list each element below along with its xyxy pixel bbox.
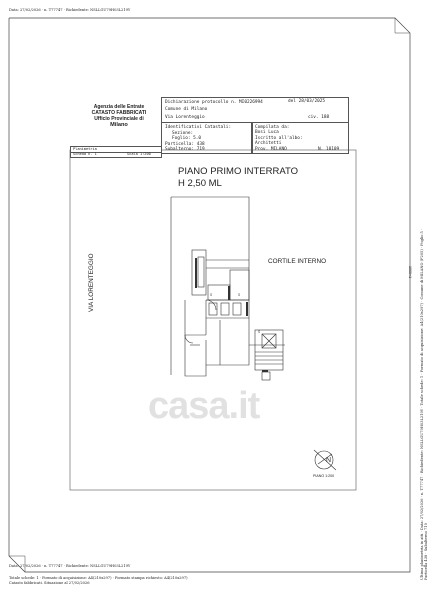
prov-label: Prov.: [255, 147, 269, 152]
right-vertical-text: Ultima planimetria in atti · Data: 27/02/2026 · n. T77747 · Richiedente: NSLLGU79H03L219Y · Totale schede: 1 · Formato di acquisizione: A4(210x297) · Comune di MILANO (F205) · Foglio 5 · Particella 438 · Subalterno 719: [420, 228, 428, 580]
compilata-title: Compilata da:: [255, 125, 290, 130]
compilata-name: Bosi Luca: [255, 130, 279, 135]
footer-line1: Data: 27/02/2026 · n. T77747 · Richiedente: NSLLGU79H03L219Y: [9, 564, 131, 568]
prov-value: MILANO: [270, 147, 287, 152]
prot-label: Dichiarazione protocollo n.: [165, 100, 237, 105]
identificativi-title: Identificativi Catastali:: [165, 125, 232, 130]
comune: Comune di Milano: [165, 107, 208, 112]
sezione: Sezione:: [172, 131, 194, 136]
particella: Particella: 438: [165, 142, 205, 147]
scheda-num: Scheda n. 1: [73, 152, 97, 156]
right-stamp: 1000×1: [408, 266, 412, 279]
svg-text:N: N: [326, 457, 332, 464]
floor-height: H 2,50 ML: [178, 178, 222, 189]
agency-line2: CATASTO FABBRICATI: [91, 110, 147, 116]
cortile-label: CORTILE INTERNO: [268, 258, 327, 265]
footer-line3: Catasto fabbricati. Situazione al 27/02/2026: [9, 581, 90, 585]
date-label: del: [288, 99, 296, 104]
watermark-casa-it: casa.it: [148, 385, 260, 427]
svg-text:S: S: [238, 293, 241, 297]
svg-text:S: S: [258, 330, 261, 334]
floor-title: PIANO PRIMO INTERRATO: [178, 166, 298, 177]
scala: Scala 1:200: [127, 152, 151, 156]
footer-line2: Totale schede: 1 · Formato di acquisizione: A4(210x297) · Formato stampa richiesto: A4(210x297): [9, 576, 188, 580]
svg-text:S: S: [210, 293, 213, 297]
via: Via Lorenteggio: [165, 115, 205, 120]
foglio: Foglio: 5.0: [172, 136, 202, 141]
header-line: Data: 27/02/2026 · n. T77747 · Richiedente: NSLLGU79H03L219Y: [9, 8, 131, 12]
subalterno: Subalterno: 719: [165, 147, 205, 152]
agency-line3: Ufficio Provinciale di: [94, 116, 144, 122]
street-label: VIA LORENTEGGIO: [88, 253, 95, 312]
albo: Architetti: [255, 141, 282, 146]
prot-value: MI0226994: [239, 100, 263, 105]
date-value: 28/03/2025: [298, 99, 326, 104]
iscritto: Iscritto all'albo:: [255, 136, 303, 141]
planimetria-title: Planimetria: [73, 147, 97, 151]
agency-line1: Agenzia delle Entrate: [93, 104, 145, 110]
albo-num: N. 10109: [318, 147, 340, 152]
civico: civ. 188: [308, 115, 330, 120]
agency-line4: Milano: [110, 122, 128, 128]
compass-caption: PIANO 1:200: [313, 474, 335, 478]
